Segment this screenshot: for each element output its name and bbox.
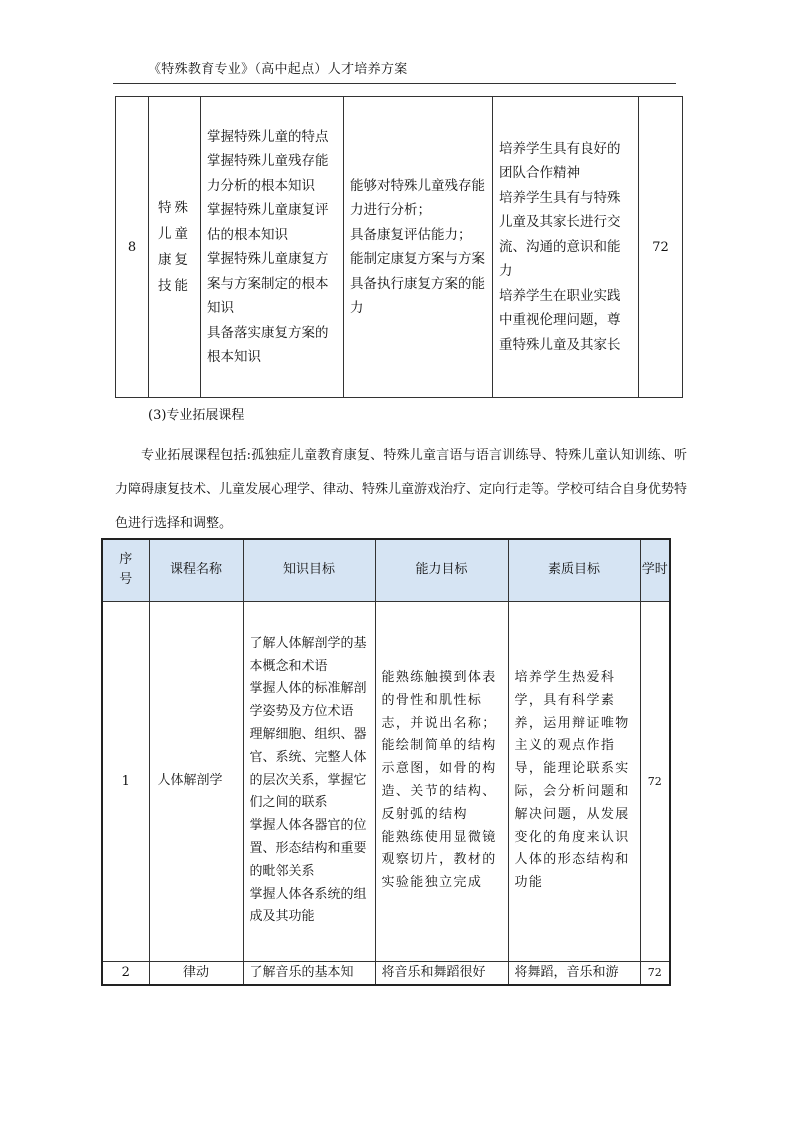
- course-hours: 72: [639, 97, 683, 398]
- table-row: [102, 961, 670, 985]
- row-number: 1: [102, 601, 149, 961]
- table-row: [116, 97, 683, 398]
- knowledge-goal: 了解人体解剖学的基本概念和术语 掌握人体的标准解剖学姿势及方位术语 理解细胞、组织、器官、系统、完整人体的层次关系，掌握它们之间的联系 掌握人体各器官的位置、形态结构和重要的毗邻关系 掌握人体各系统的组成及其功能: [243, 601, 375, 961]
- section-title: (3)专业拓展课程: [148, 408, 245, 423]
- header-no: 序号: [102, 539, 149, 601]
- course-hours: 72: [640, 961, 670, 985]
- table-header-row: [102, 539, 670, 601]
- header-ability: 能力目标: [375, 539, 508, 601]
- header-divider: [113, 83, 676, 84]
- ability-goal: 能熟练触摸到体表的骨性和肌性标志，并说出名称； 能绘制简单的结构示意图，如骨的构造、关节的结构、反射弧的结构 能熟练使用显微镜观察切片，教材的实验能独立完成: [375, 601, 508, 961]
- course-table-continued: [115, 96, 683, 398]
- course-name: 律动: [149, 961, 243, 985]
- ability-goal: 能够对特殊儿童残存能力进行分析； 具备康复评估能力； 能制定康复方案与方案 具备执行康复方案的能力: [344, 97, 493, 398]
- quality-goal: 培养学生热爱科学，具有科学素养，运用辩证唯物主义的观点作指导，能理论联系实际，会分析问题和解决问题，从发展变化的角度来认识人体的形态结构和功能: [508, 601, 640, 961]
- header-hours: 学时: [640, 539, 670, 601]
- header-quality: 素质目标: [508, 539, 640, 601]
- knowledge-goal: 掌握特殊儿童的特点 掌握特殊儿童残存能力分析的根本知识 掌握特殊儿童康复评估的根本知识 掌握特殊儿童康复方案与方案制定的根本知识 具备落实康复方案的根本知识: [201, 97, 344, 398]
- quality-goal: 培养学生具有良好的团队合作精神 培养学生具有与特殊儿童及其家长进行交流、沟通的意识和能力 培养学生在职业实践中重视伦理问题，尊重特殊儿童及其家长: [493, 97, 639, 398]
- page-header-title: 《特殊教育专业》（高中起点）人才培养方案: [148, 62, 408, 77]
- course-name: 特殊儿童康复技能: [149, 97, 201, 398]
- course-table: [101, 538, 671, 986]
- row-number: 8: [116, 97, 149, 398]
- row-number: 2: [102, 961, 149, 985]
- knowledge-goal: 了解音乐的基本知: [243, 961, 375, 985]
- course-name: 人体解剖学: [149, 601, 243, 961]
- header-knowledge: 知识目标: [243, 539, 375, 601]
- table-row: [102, 601, 670, 961]
- ability-goal: 将音乐和舞蹈很好: [375, 961, 508, 985]
- section-paragraph: 专业拓展课程包括:孤独症儿童教育康复、特殊儿童言语与语言训练导、特殊儿童认知训练、听力障碍康复技术、儿童发展心理学、律动、特殊儿童游戏治疗、定向行走等。学校可结合自身优势特色进行选择和调整。: [115, 448, 688, 531]
- quality-goal: 将舞蹈，音乐和游: [508, 961, 640, 985]
- header-course: 课程名称: [149, 539, 243, 601]
- course-hours: 72: [640, 601, 670, 961]
